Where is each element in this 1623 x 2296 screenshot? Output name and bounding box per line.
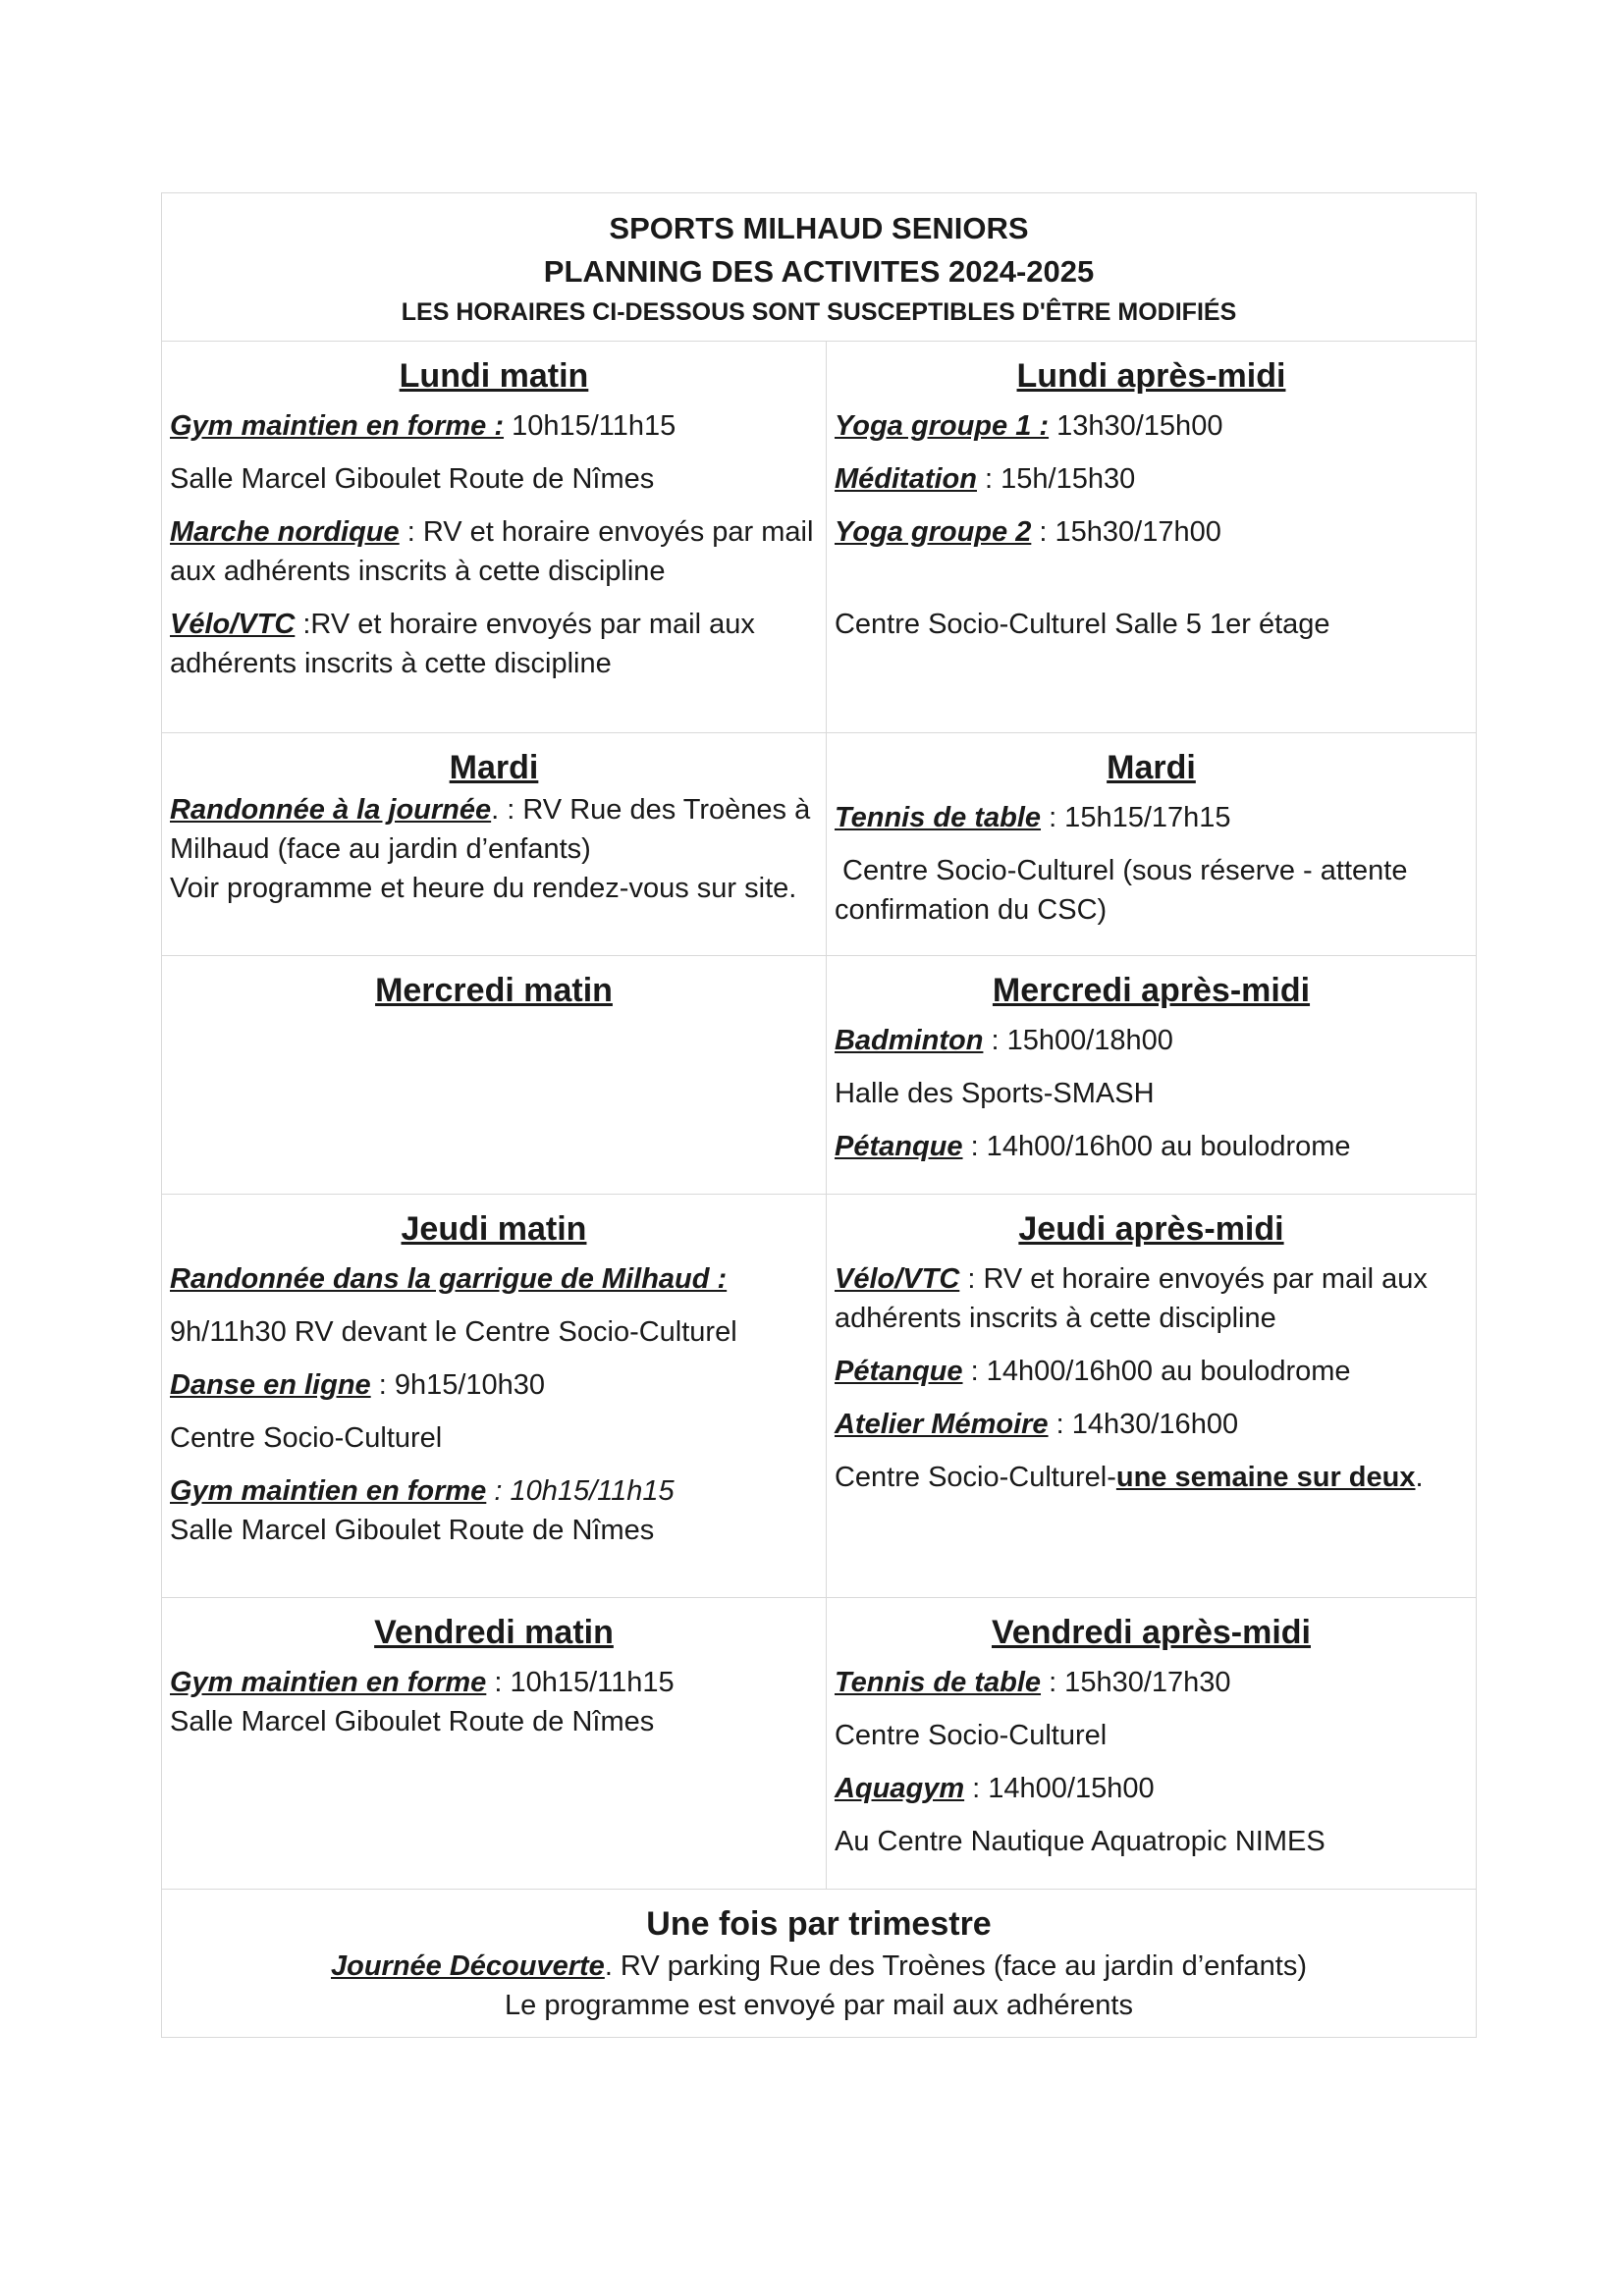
activity-label: Atelier Mémoire <box>834 1409 1049 1440</box>
activity-petanque <box>835 1352 1468 1391</box>
activity-petanque <box>835 1127 1468 1166</box>
activity-text: : RV et horaire envoyés par mail aux adhérents inscrits à cette discipline <box>170 516 814 587</box>
cell-jeudi-matin <box>162 1195 827 1597</box>
activity-place: Salle Marcel Giboulet Route de Nîmes <box>170 1515 655 1546</box>
activity-time: 10h15/11h15 <box>504 410 676 442</box>
table-header <box>162 193 1476 342</box>
activity-label: Yoga groupe 1 : <box>834 410 1050 442</box>
activity-randonnee <box>170 1259 818 1299</box>
activity-label: Pétanque <box>834 1356 963 1387</box>
activity-label: Randonnée à la journée <box>170 794 492 826</box>
header-subtitle: PLANNING DES ACTIVITES 2024-2025 <box>543 254 1095 289</box>
cell-mercredi-apres-midi <box>827 956 1476 1194</box>
activity-label: Randonnée dans la garrigue de Milhaud : <box>170 1263 728 1295</box>
activity-badminton <box>835 1021 1468 1060</box>
activity-label: Marche nordique <box>170 516 400 548</box>
activity-time: 13h30/15h00 <box>1049 410 1223 442</box>
activity-danse <box>170 1365 818 1405</box>
cell-mardi-left <box>162 733 827 955</box>
activity-place <box>835 1458 1468 1497</box>
footer-note: Le programme est envoyé par mail aux adhérents <box>505 1990 1133 2021</box>
activity-velo <box>835 1259 1468 1338</box>
activity-gym <box>170 1471 818 1511</box>
activity-meditation <box>835 459 1468 499</box>
cell-vendredi-matin <box>162 1598 827 1889</box>
place-prefix: Centre Socio-Culturel- <box>834 1462 1116 1493</box>
place-emphasis: une semaine sur deux <box>1115 1462 1416 1493</box>
schedule-table <box>161 192 1477 2038</box>
activity-time: : 15h15/17h15 <box>1041 802 1231 833</box>
activity-time: : 14h30/16h00 <box>1048 1409 1239 1440</box>
row-vendredi <box>162 1598 1476 1890</box>
activity-time: : 15h30/17h00 <box>1031 516 1221 548</box>
activity-label: Pétanque <box>834 1131 963 1162</box>
day-title: Mardi <box>449 749 539 786</box>
activity-randonnee <box>170 790 818 869</box>
activity-place: Centre Socio-Culturel <box>170 1422 443 1454</box>
place-suffix: . <box>1415 1462 1424 1493</box>
activity-place: Centre Socio-Culturel Salle 5 1er étage <box>834 609 1330 640</box>
header-title: SPORTS MILHAUD SENIORS <box>609 211 1029 245</box>
activity-time: : 14h00/15h00 <box>964 1773 1155 1804</box>
activity-label: Gym maintien en forme : <box>170 410 505 442</box>
cell-lundi-apres-midi <box>827 342 1476 732</box>
activity-place: Centre Socio-Culturel <box>834 1720 1108 1751</box>
activity-gym <box>170 1663 818 1702</box>
activity-time: : 10h15/11h15 <box>486 1667 675 1698</box>
activity-label: Yoga groupe 2 <box>834 516 1032 548</box>
activity-time: : 9h15/10h30 <box>370 1369 546 1401</box>
activity-aquagym <box>835 1769 1468 1808</box>
activity-place: Halle des Sports-SMASH <box>834 1078 1155 1109</box>
activity-note: Voir programme et heure du rendez-vous sur site. <box>170 873 797 904</box>
activity-memoire <box>835 1405 1468 1444</box>
activity-label: Tennis de table <box>834 802 1042 833</box>
activity-label: Gym maintien en forme <box>170 1475 487 1507</box>
cell-mardi-right <box>827 733 1476 955</box>
footer-journee <box>172 1947 1466 1986</box>
activity-label: Journée Découverte <box>330 1950 605 1982</box>
activity-yoga-1 <box>835 406 1468 446</box>
row-mardi <box>162 733 1476 956</box>
activity-label: Gym maintien en forme <box>170 1667 487 1698</box>
row-jeudi <box>162 1195 1476 1598</box>
activity-place: Au Centre Nautique Aquatropic NIMES <box>834 1826 1325 1857</box>
activity-tennis <box>835 1663 1468 1702</box>
header-notice: LES HORAIRES CI-DESSOUS SONT SUSCEPTIBLES D'ÊTRE MODIFIÉS <box>401 298 1237 326</box>
activity-time: : 10h15/11h15 <box>486 1475 675 1507</box>
activity-label: Vélo/VTC <box>834 1263 960 1295</box>
day-title: Vendredi après-midi <box>991 1614 1311 1651</box>
day-title: Mardi <box>1107 749 1196 786</box>
cell-vendredi-apres-midi <box>827 1598 1476 1889</box>
row-mercredi <box>162 956 1476 1195</box>
day-title: Lundi après-midi <box>1016 357 1286 395</box>
activity-place: Salle Marcel Giboulet Route de Nîmes <box>170 463 655 495</box>
activity-text: : RV et horaire envoyés par mail aux adhérents inscrits à cette discipline <box>834 1263 1428 1334</box>
row-lundi <box>162 342 1476 733</box>
day-title: Mercredi matin <box>375 972 613 1009</box>
table-footer <box>162 1890 1476 2037</box>
day-title: Jeudi après-midi <box>1018 1210 1284 1248</box>
activity-text: :RV et horaire envoyés par mail aux adhérents inscrits à cette discipline <box>170 609 755 679</box>
activity-velo <box>170 605 818 683</box>
activity-label: Badminton <box>834 1025 984 1056</box>
activity-label: Tennis de table <box>834 1667 1042 1698</box>
day-title: Vendredi matin <box>374 1614 614 1651</box>
activity-time: : 15h/15h30 <box>976 463 1136 495</box>
activity-place: Centre Socio-Culturel (sous réserve - attente confirmation du CSC) <box>834 855 1416 926</box>
activity-time: : 15h00/18h00 <box>983 1025 1173 1056</box>
activity-yoga-2 <box>835 512 1468 552</box>
cell-lundi-matin <box>162 342 827 732</box>
activity-tennis <box>835 798 1468 837</box>
activity-text: . : RV Rue des Troènes à Milhaud (face au jardin d’enfants) <box>170 794 811 865</box>
activity-text: : 14h00/16h00 au boulodrome <box>962 1131 1351 1162</box>
cell-jeudi-apres-midi <box>827 1195 1476 1597</box>
activity-text: . RV parking Rue des Troènes (face au jardin d’enfants) <box>604 1950 1308 1982</box>
footer-title: Une fois par trimestre <box>646 1905 992 1943</box>
activity-place: Salle Marcel Giboulet Route de Nîmes <box>170 1706 655 1737</box>
activity-time: : 15h30/17h30 <box>1041 1667 1231 1698</box>
day-title: Jeudi matin <box>401 1210 587 1248</box>
activity-label: Danse en ligne <box>170 1369 371 1401</box>
activity-marche <box>170 512 818 591</box>
day-title: Lundi matin <box>399 357 589 395</box>
day-title: Mercredi après-midi <box>992 972 1311 1009</box>
activity-gym <box>170 406 818 446</box>
cell-mercredi-matin <box>162 956 827 1194</box>
activity-label: Aquagym <box>834 1773 965 1804</box>
activity-label: Vélo/VTC <box>170 609 296 640</box>
activity-text: : 14h00/16h00 au boulodrome <box>962 1356 1351 1387</box>
activity-text: 9h/11h30 RV devant le Centre Socio-Culturel <box>170 1316 737 1348</box>
activity-label: Méditation <box>834 463 977 495</box>
